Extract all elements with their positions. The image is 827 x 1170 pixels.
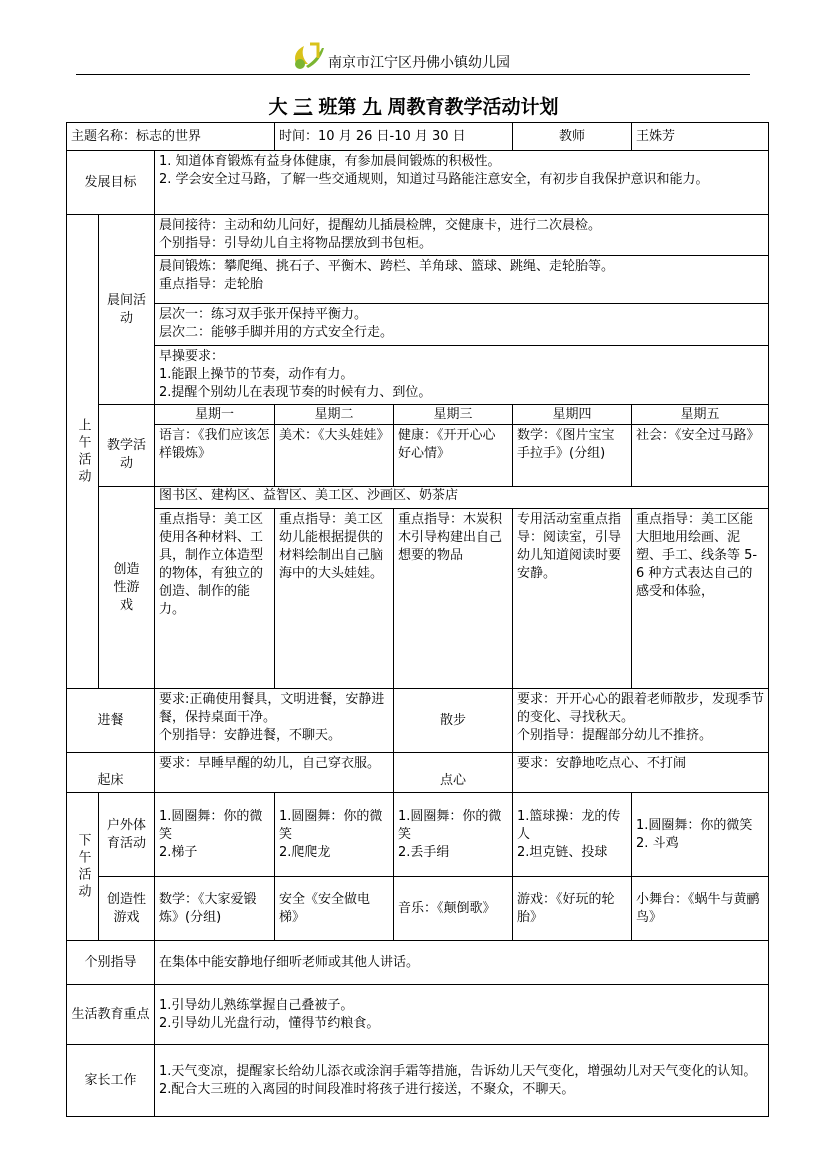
time-cell: 时间：10 月 26 日-10 月 30 日 xyxy=(275,123,513,151)
life-education-content: 1.引导幼儿熟练掌握自己叠被子。 2.引导幼儿光盘行动，懂得节约粮食。 xyxy=(155,985,769,1045)
creative-mon: 重点指导：美工区使用各种材料、工具，制作立体造型的物体，有独立的创造、制作的能力。 xyxy=(155,509,275,689)
morning-exercise: 晨间锻炼：攀爬绳、挑石子、平衡木、跨栏、羊角球、篮球、跳绳、走轮胎等。 重点指导：走轮胎 xyxy=(155,256,769,304)
goals-content: 1. 知道体育锻炼有益身体健康，有参加晨间锻炼的积极性。 2. 学会安全过马路，了解一些交通规则，知道过马路能注意安全，有初步自我保护意识和能力。 xyxy=(155,151,769,215)
pm-creative-mon: 数学：《大家爱锻炼》(分组) xyxy=(155,877,275,941)
page-header xyxy=(76,38,750,75)
pm-creative-thu: 游戏：《好玩的轮胎》 xyxy=(513,877,632,941)
teaching-thu: 数学：《图片宝宝手拉手》(分组) xyxy=(513,425,632,487)
morning-drill: 早操要求： 1.能跟上操节的节奏，动作有力。 2.提醒个别幼儿在表现节奏的时候有力、到位。 xyxy=(155,346,769,405)
outdoor-tue: 1.圆圈舞：你的微笑 2.爬爬龙 xyxy=(275,793,394,877)
creative-areas: 图书区、建构区、益智区、美工区、沙画区、奶茶店 xyxy=(155,487,769,509)
weekday-tue: 星期二 xyxy=(275,405,394,425)
parents-label: 家长工作 xyxy=(67,1045,155,1117)
teaching-wed: 健康：《开开心心好心情》 xyxy=(394,425,513,487)
morning-levels: 层次一：练习双手张开保持平衡力。 层次二：能够手脚并用的方式安全行走。 xyxy=(155,304,769,346)
blank-cell xyxy=(99,405,155,425)
teaching-tue: 美术：《大头娃娃》 xyxy=(275,425,394,487)
wake-content: 要求：早睡早醒的幼儿，自己穿衣服。 xyxy=(155,753,394,793)
school-logo-icon xyxy=(288,40,328,70)
teaching-mon: 语言：《我们应该怎样锻炼》 xyxy=(155,425,275,487)
snack-label: 点心 xyxy=(394,753,513,793)
creative-tue: 重点指导：美工区幼儿能根据提供的材料绘制出自己脑海中的大头娃娃。 xyxy=(275,509,394,689)
school-name: 南京市江宁区丹佛小镇幼儿园 xyxy=(328,55,510,71)
morning-reception: 晨间接待：主动和幼儿问好，提醒幼儿插晨检牌，交健康卡，进行二次晨检。 个别指导：引导幼儿自主将物品摆放到书包柜。 xyxy=(155,215,769,256)
teaching-label: 教学活动 xyxy=(99,425,155,487)
weekday-fri: 星期五 xyxy=(632,405,769,425)
afternoon-section-label: 下午活动 xyxy=(67,793,99,941)
teacher-label: 教师 xyxy=(513,123,632,151)
life-education-label: 生活教育重点 xyxy=(67,985,155,1045)
individual-guidance-text: 在集体中能安静地仔细听老师或其他人讲话。 xyxy=(155,941,769,985)
meal-content: 要求:正确使用餐具，文明进餐，安静进餐，保持桌面干净。 个别指导：安静进餐，不聊天。 xyxy=(155,689,394,753)
morning-section-label: 上午活动 xyxy=(67,215,99,689)
pm-creative-wed: 音乐：《颠倒歌》 xyxy=(394,877,513,941)
weekday-mon: 星期一 xyxy=(155,405,275,425)
individual-guidance-label: 个别指导 xyxy=(67,941,155,985)
weekday-wed: 星期三 xyxy=(394,405,513,425)
outdoor-fri: 1.圆圈舞：你的微笑 2. 斗鸡 xyxy=(632,793,769,877)
outdoor-mon: 1.圆圈舞：你的微笑 2.梯子 xyxy=(155,793,275,877)
creative-thu: 专用活动室重点指导：阅读室，引导幼儿知道阅读时要安静。 xyxy=(513,509,632,689)
creative-wed: 重点指导：木炭积木引导构建出自己想要的物品 xyxy=(394,509,513,689)
theme-cell: 主题名称：标志的世界 xyxy=(67,123,275,151)
week-number: 九 xyxy=(362,96,382,118)
meal-label: 进餐 xyxy=(67,689,155,753)
pm-creative-label: 创造性游戏 xyxy=(99,877,155,941)
teacher-name: 王姝芳 xyxy=(632,123,769,151)
creative-label: 创造性游戏 xyxy=(99,487,155,689)
class-number: 三 xyxy=(293,96,313,118)
outdoor-wed: 1.圆圈舞：你的微笑 2.丢手绢 xyxy=(394,793,513,877)
pm-creative-tue: 安全《安全做电梯》 xyxy=(275,877,394,941)
plan-table xyxy=(66,122,769,1117)
snack-content: 要求：安静地吃点心、不打闹 xyxy=(513,753,769,793)
page-title: 大 三 班第 九 周教育教学活动计划 xyxy=(268,96,559,118)
teaching-fri: 社会：《安全过马路》 xyxy=(632,425,769,487)
outdoor-label: 户外体育活动 xyxy=(99,793,155,877)
parents-content: 1.天气变凉，提醒家长给幼儿添衣或涂润手霜等措施，告诉幼儿天气变化，增强幼儿对天气变化的认知。 2.配合大三班的入离园的时间段准时将孩子进行接送，不聚众，不聊天。 xyxy=(155,1045,769,1117)
pm-creative-fri: 小舞台：《蜗牛与黄鹂鸟》 xyxy=(632,877,769,941)
goals-label: 发展目标 xyxy=(67,151,155,215)
walk-content: 要求：开开心心的跟着老师散步，发现季节的变化、寻找秋天。 个别指导：提醒部分幼儿不推挤。 xyxy=(513,689,769,753)
outdoor-thu: 1.篮球操：龙的传人 2.坦克链、投球 xyxy=(513,793,632,877)
wake-label: 起床 xyxy=(67,753,155,793)
walk-label: 散步 xyxy=(394,689,513,753)
creative-fri: 重点指导：美工区能大胆地用绘画、泥塑、手工、线条等 5-6 种方式表达自己的感受和体验， xyxy=(632,509,769,689)
morning-activity-label: 晨间活动 xyxy=(99,215,155,405)
weekday-thu: 星期四 xyxy=(513,405,632,425)
